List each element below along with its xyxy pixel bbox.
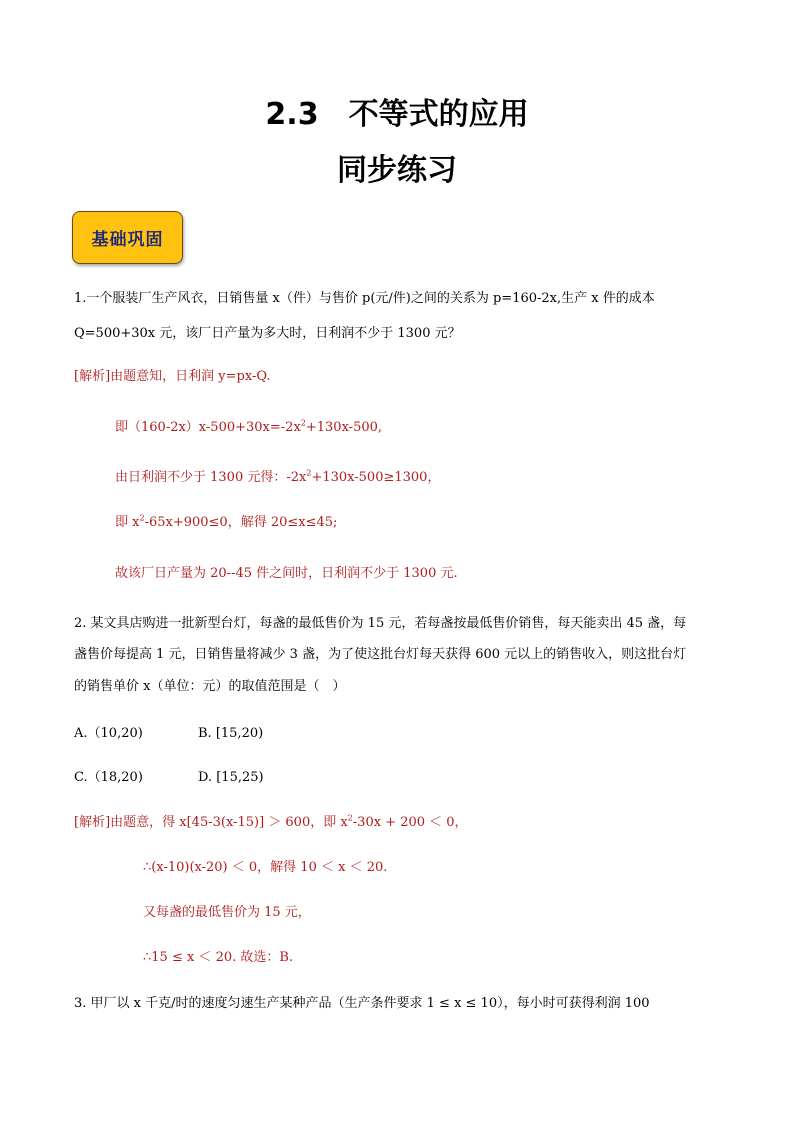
q2-option-d: D. [15,25)	[198, 770, 264, 785]
section-badge-label: 基础巩固	[91, 230, 164, 250]
q2-step1: ∴(x-10)(x-20) ＜ 0，解得 10 ＜ x ＜ 20.	[143, 860, 388, 875]
page-subtitle: 同步练习	[337, 153, 457, 188]
q2-option-c: C.（18,20)	[74, 770, 143, 785]
q1-step4: 故该厂日产量为 20--45 件之间时，日利润不少于 1300 元.	[115, 566, 458, 581]
q2-analysis: [解析]由题意，得 x[45-3(x-15)] ＞ 600，即 $x^2-30x + 200 < 0$，	[74, 813, 468, 830]
q2-line2: 盏售价每提高 1 元，日销售量将减少 3 盏，为了使这批台灯每天获得 600 元以上的销售收入，则这批台灯	[74, 647, 687, 662]
q1-step2: 由日利润不少于 1300 元得：$-2x^2+130x-500\ge 1300$，	[115, 468, 441, 485]
q1-step1: 即$(160-2x)x-500+30x=-2x^2+130x-500$,	[115, 418, 383, 435]
q2-option-b: B. [15,20)	[198, 726, 264, 741]
section-badge	[72, 211, 183, 264]
q2-step2: 又每盏的最低售价为 15 元，	[143, 905, 311, 920]
q1-line1: 1.一个服装厂生产风衣，日销售量 x（件）与售价 p(元/件)之间的关系为 p=160-2x,生产 x 件的成本	[74, 291, 655, 306]
q2-line3: 的销售单价 x（单位：元）的取值范围是（ ）	[74, 679, 346, 694]
q2-line1: 2. 某文具店购进一批新型台灯，每盏的最低售价为 15 元，若每盏按最低售价销售，每天能卖出 45 盏，每	[74, 616, 687, 631]
q2-step3: ∴15 ≤ x ＜ 20. 故选：B.	[143, 950, 294, 965]
q2-option-a: A.（10,20)	[74, 726, 143, 741]
q1-analysis: [解析]由题意知，日利润 y=px-Q.	[74, 369, 271, 384]
q1-step3: 即 $x^2-65x+900\le 0$，解得 20≤x≤45;	[115, 513, 338, 530]
q1-line2: Q=500+30x 元，该厂日产量为多大时，日利润不少于 1300 元？	[74, 326, 461, 341]
q3-line1: 3. 甲厂以 x 千克/时的速度匀速生产某种产品（生产条件要求 1 ≤ x ≤ 10），每小时可获得利润 100	[74, 996, 650, 1011]
page-title: 2.3 不等式的应用	[265, 97, 529, 132]
